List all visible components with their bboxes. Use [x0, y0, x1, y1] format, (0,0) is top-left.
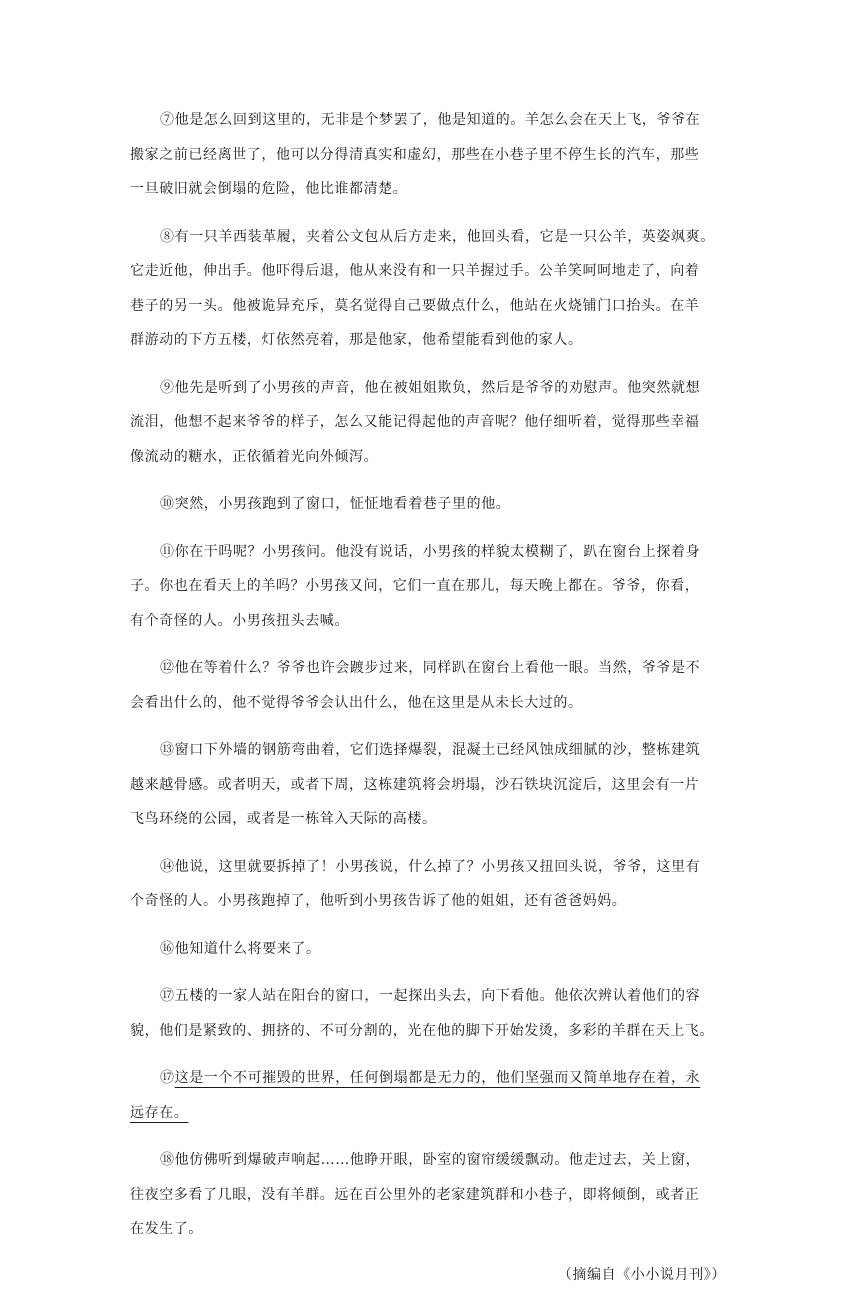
- text-line: ⑩突然，小男孩跑到了窗口，怔怔地看着巷子里的他。: [160, 496, 511, 512]
- text-line: 往夜空多看了几眼，没有羊群。远在百公里外的老家建筑群和小巷子，即将倾倒，或者正: [130, 1186, 700, 1203]
- paragraph-14: [130, 850, 726, 919]
- paragraph-11: [130, 535, 726, 639]
- text-line: 群游动的下方五楼，灯依然亮着，那是他家，他希望能看到他的家人。: [130, 332, 583, 348]
- text-line: ⑪你在干吗呢？小男孩问。他没有说话，小男孩的样貌太模糊了，趴在窗台上探着身: [160, 543, 701, 560]
- text-line: 像流动的糖水，正依循着光向外倾泻。: [130, 448, 379, 465]
- source-citation: （摘编自《小小说月刊》）: [557, 1266, 726, 1283]
- text-line: ⑧有一只羊西装革履，夹着公文包从后方走来，他回头看，它是一只公羊，英姿飒爽。: [160, 228, 715, 245]
- text-line: 飞鸟环绕的公园，或者是一栋耸入天际的高楼。: [130, 811, 437, 827]
- paragraph-13: [130, 733, 726, 837]
- text-line: ⑯他知道什么将要来了。: [160, 940, 321, 957]
- text-line: 在发生了。: [130, 1221, 203, 1237]
- text-line: 流泪，他想不起来爷爷的样子，怎么又能记得起他的声音呢？他仔细听着，觉得那些幸福: [130, 414, 700, 430]
- paragraph-16: [130, 932, 726, 967]
- text-line: ⑨他先是听到了小男孩的声音，他在被姐姐欺负，然后是爷爷的劝慰声。他突然就想: [160, 379, 701, 396]
- paragraph-marker: ⑰: [160, 1070, 175, 1086]
- document-page: [130, 103, 726, 1290]
- paragraph-18: [130, 1143, 726, 1247]
- paragraph-17-underlined: [130, 1061, 726, 1130]
- text-line: 一旦破旧就会倒塌的危险，他比谁都清楚。: [130, 181, 408, 197]
- paragraph-12: [130, 651, 726, 720]
- underlined-sentence: 这是一个不可摧毁的世界，任何倒塌都是无力的，他们坚强而又简单地存在着，永: [174, 1070, 701, 1086]
- text-line: 子。你也在看天上的羊吗？小男孩又问，它们一直在那儿，每天晚上都在。爷爷，你看，: [130, 578, 700, 594]
- text-line: ⑬窗口下外墙的钢筋弯曲着，它们选择爆裂，混凝土已经风蚀成细腻的沙，整栋建筑: [160, 742, 701, 758]
- text-line: 会看出什么的，他不觉得爷爷会认出什么，他在这里是从未长大过的。: [130, 694, 583, 711]
- paragraph-10: [130, 487, 726, 522]
- text-line: 个奇怪的人。小男孩跑掉了，他听到小男孩告诉了他的姐姐，还有爸爸妈妈。: [130, 893, 627, 909]
- underlined-sentence: 远存在。: [130, 1104, 189, 1121]
- text-line: ⑭他说，这里就要拆掉了！小男孩说，什么掉了？小男孩又扭回头说，爷爷，这里有: [160, 858, 701, 875]
- text-line: ⑦他是怎么回到这里的，无非是个梦罢了，他是知道的。羊怎么会在天上飞，爷爷在: [160, 112, 701, 128]
- text-line: 有个奇怪的人。小男孩扭头去喊。: [130, 612, 349, 629]
- text-line: 搬家之前已经离世了，他可以分得清真实和虚幻，那些在小巷子里不停生长的汽车，那些: [130, 146, 700, 163]
- text-line: 它走近他，伸出手。他吓得后退，他从来没有和一只羊握过手。公羊笑呵呵地走了，向着: [130, 263, 700, 279]
- text-line: ⑰五楼的一家人站在阳台的窗口，一起探出头去，向下看他。他依次辨认着他们的容: [160, 988, 701, 1004]
- text-line: 貌，他们是紧致的、拥挤的、不可分割的，光在他的脚下开始发烫，多彩的羊群在天上飞。: [130, 1022, 714, 1039]
- text-line: [130, 1096, 726, 1131]
- text-line: [130, 1061, 726, 1096]
- paragraph-7: [130, 103, 726, 207]
- paragraph-17: [130, 979, 726, 1048]
- paragraph-9: [130, 371, 726, 475]
- text-line: ⑱他仿佛听到爆破声响起……他睁开眼，卧室的窗帘缓缓飘动。他走过去，关上窗，: [160, 1152, 701, 1168]
- text-line: 越来越骨感。或者明天，或者下周，这栋建筑将会坍塌，沙石铁块沉淀后，这里会有一片: [130, 776, 700, 793]
- text-line: ⑫他在等着什么？爷爷也许会踱步过来，同样趴在窗台上看他一眼。当然，爷爷是不: [160, 660, 701, 676]
- paragraph-8: [130, 220, 726, 358]
- text-line: 巷子的另一头。他被诡异充斥，莫名觉得自己要做点什么，他站在火烧铺门口抬头。在羊: [130, 297, 700, 314]
